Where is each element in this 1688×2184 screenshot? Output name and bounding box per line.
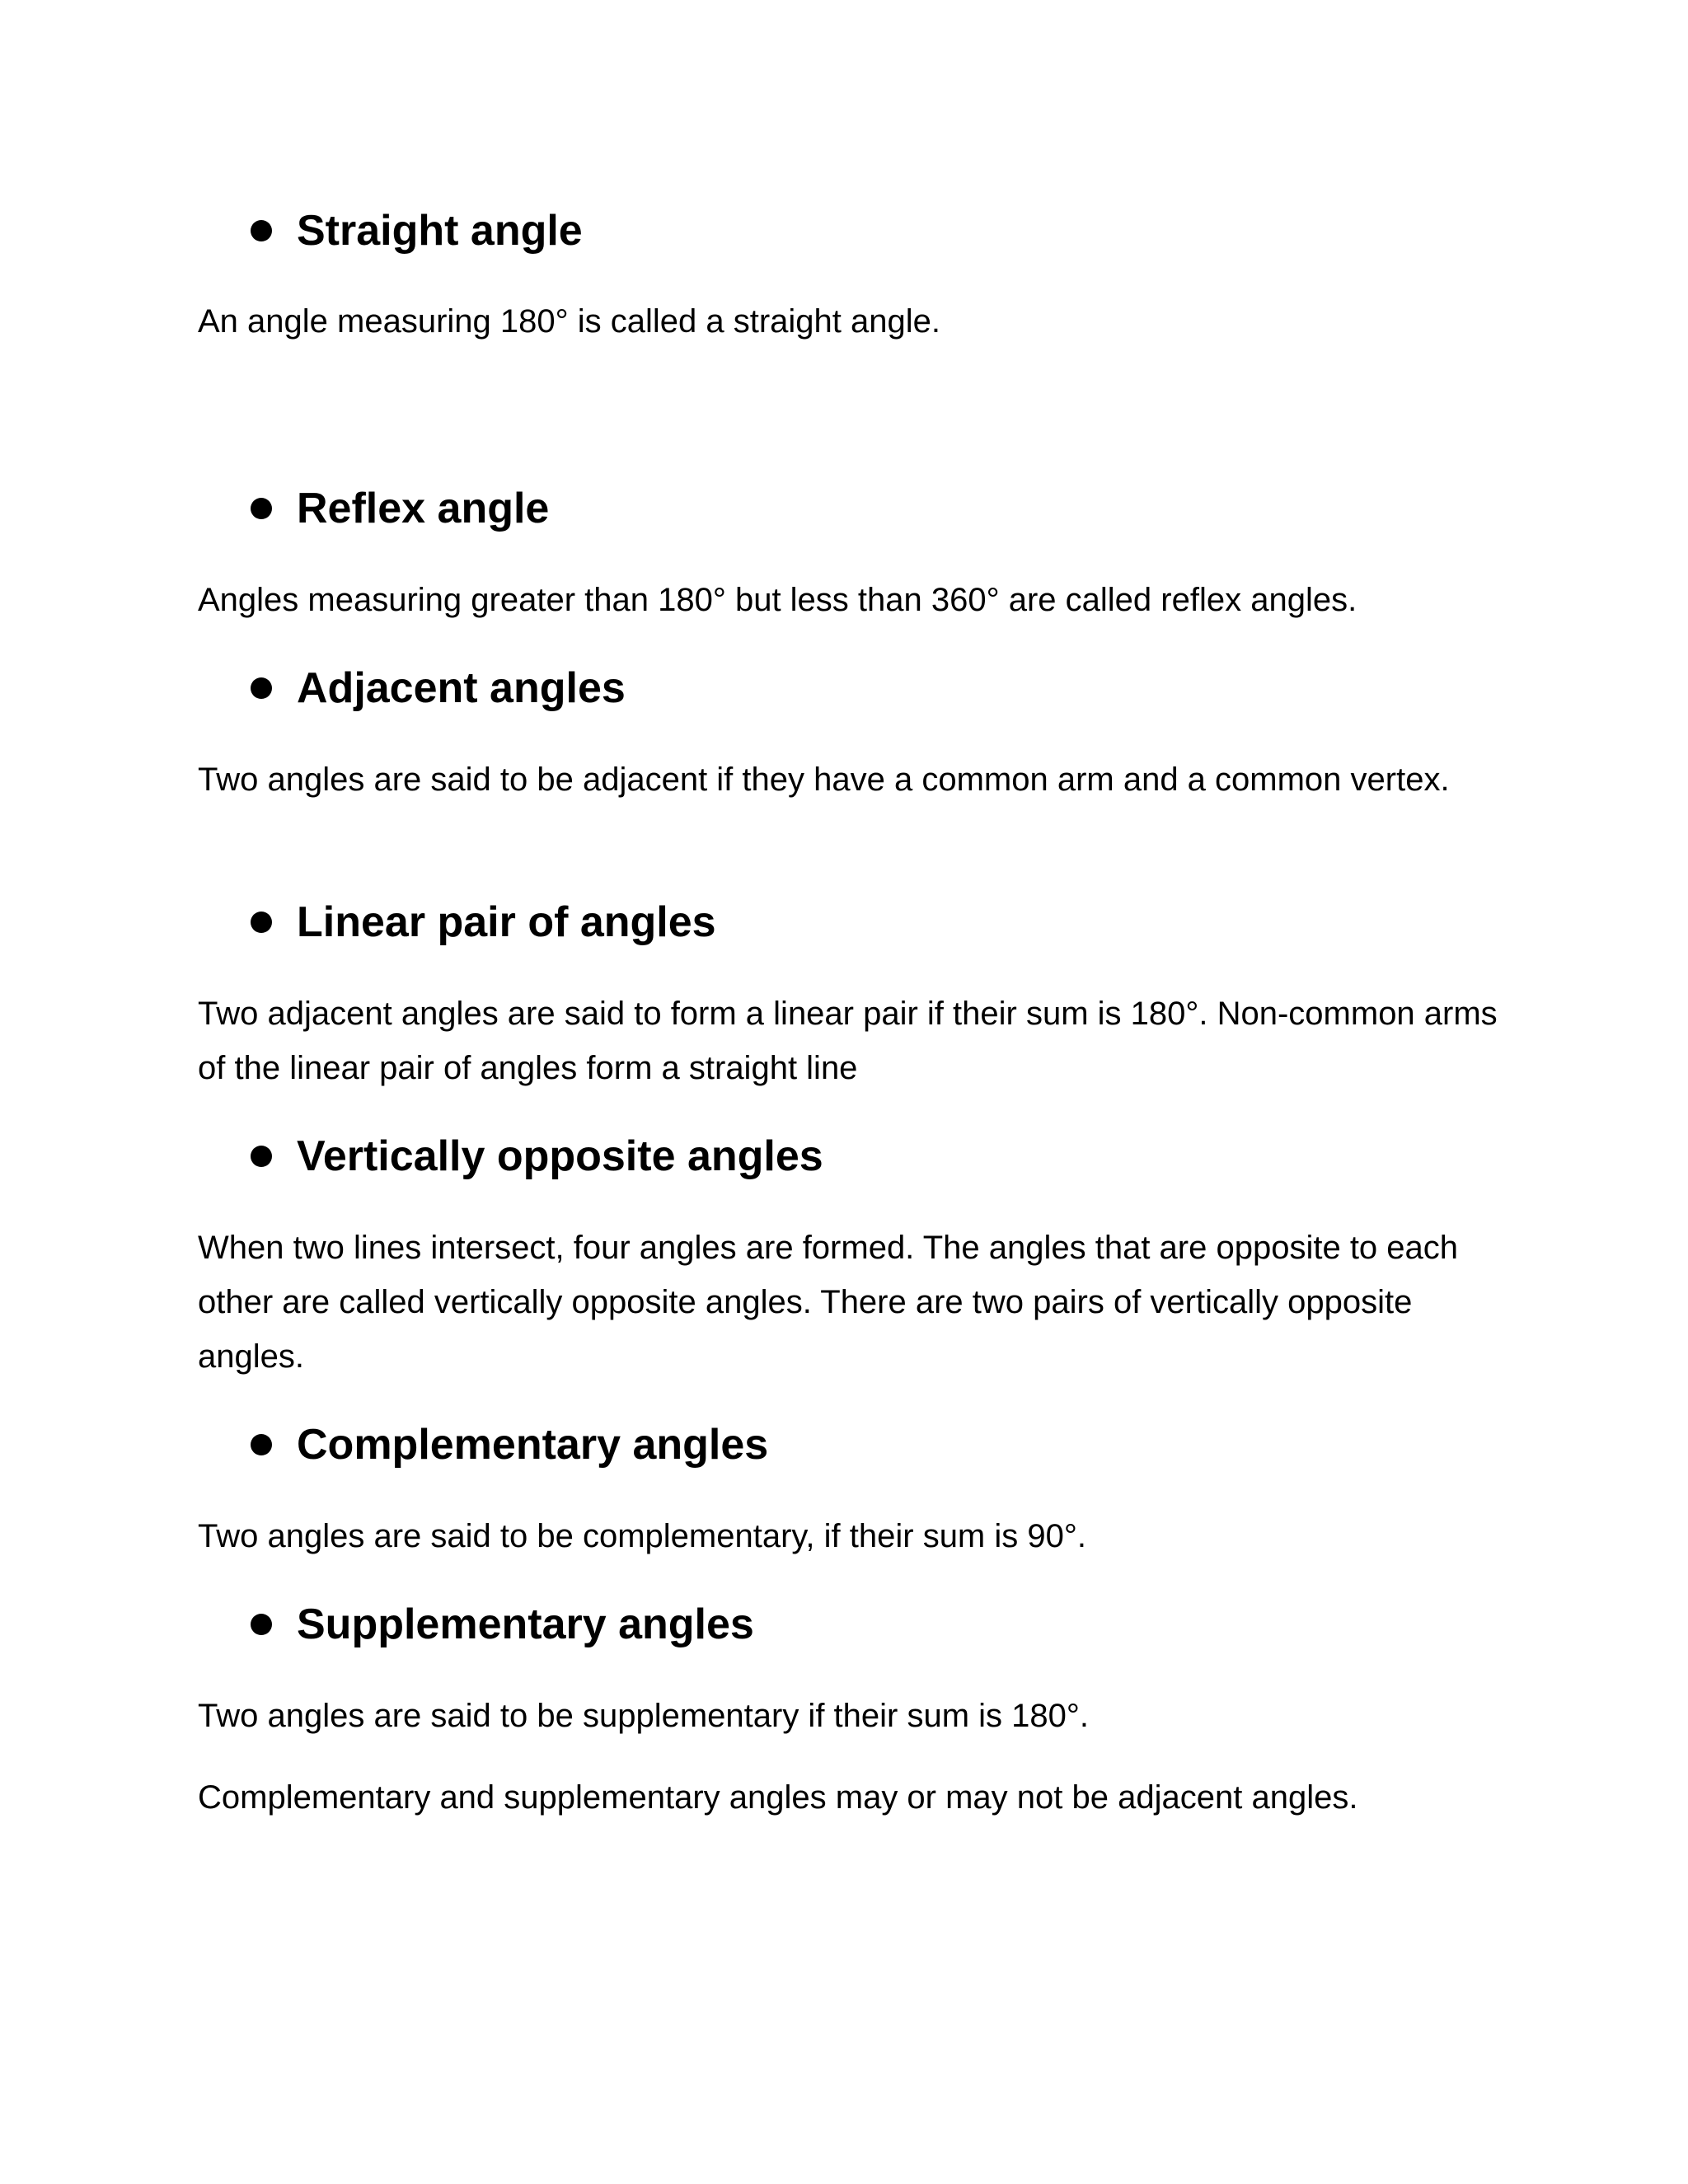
heading-reflex-angle: Reflex angle xyxy=(297,485,550,532)
heading-linear-pair: Linear pair of angles xyxy=(297,898,716,946)
paragraph-vertically-opposite: When two lines intersect, four angles are formed. The angles that are opposite to each other are called vertically opposite angles. There are two pairs of vertically opposite angles. xyxy=(198,1230,1459,1375)
bullet-icon xyxy=(251,498,272,519)
heading-adjacent-angles: Adjacent angles xyxy=(297,664,626,712)
paragraph-complementary: Two angles are said to be complementary, if their sum is 90°. xyxy=(198,1518,1086,1554)
heading-straight-angle: Straight angle xyxy=(297,207,583,255)
paragraph-adjacent-angles: Two angles are said to be adjacent if they have a common arm and a common vertex. xyxy=(198,762,1450,798)
paragraph-reflex-angle: Angles measuring greater than 180° but less than 360° are called reflex angles. xyxy=(198,582,1357,618)
paragraph-closing-note: Complementary and supplementary angles may or may not be adjacent angles. xyxy=(198,1779,1358,1816)
paragraph-linear-pair: Two adjacent angles are said to form a linear pair if their sum is 180°. Non-common arms of the linear pair of angles form a straight line xyxy=(198,996,1498,1086)
bullet-icon xyxy=(251,1434,272,1455)
paragraph-supplementary: Two angles are said to be supplementary if their sum is 180°. xyxy=(198,1698,1089,1734)
heading-complementary: Complementary angles xyxy=(297,1421,769,1469)
bullet-icon xyxy=(251,912,272,933)
bullet-icon xyxy=(251,677,272,699)
bullet-icon xyxy=(251,220,272,241)
heading-vertically-opposite: Vertically opposite angles xyxy=(297,1132,823,1180)
heading-supplementary: Supplementary angles xyxy=(297,1601,754,1648)
bullet-icon xyxy=(251,1614,272,1635)
paragraph-straight-angle: An angle measuring 180° is called a straight angle. xyxy=(198,303,940,340)
bullet-icon xyxy=(251,1146,272,1167)
